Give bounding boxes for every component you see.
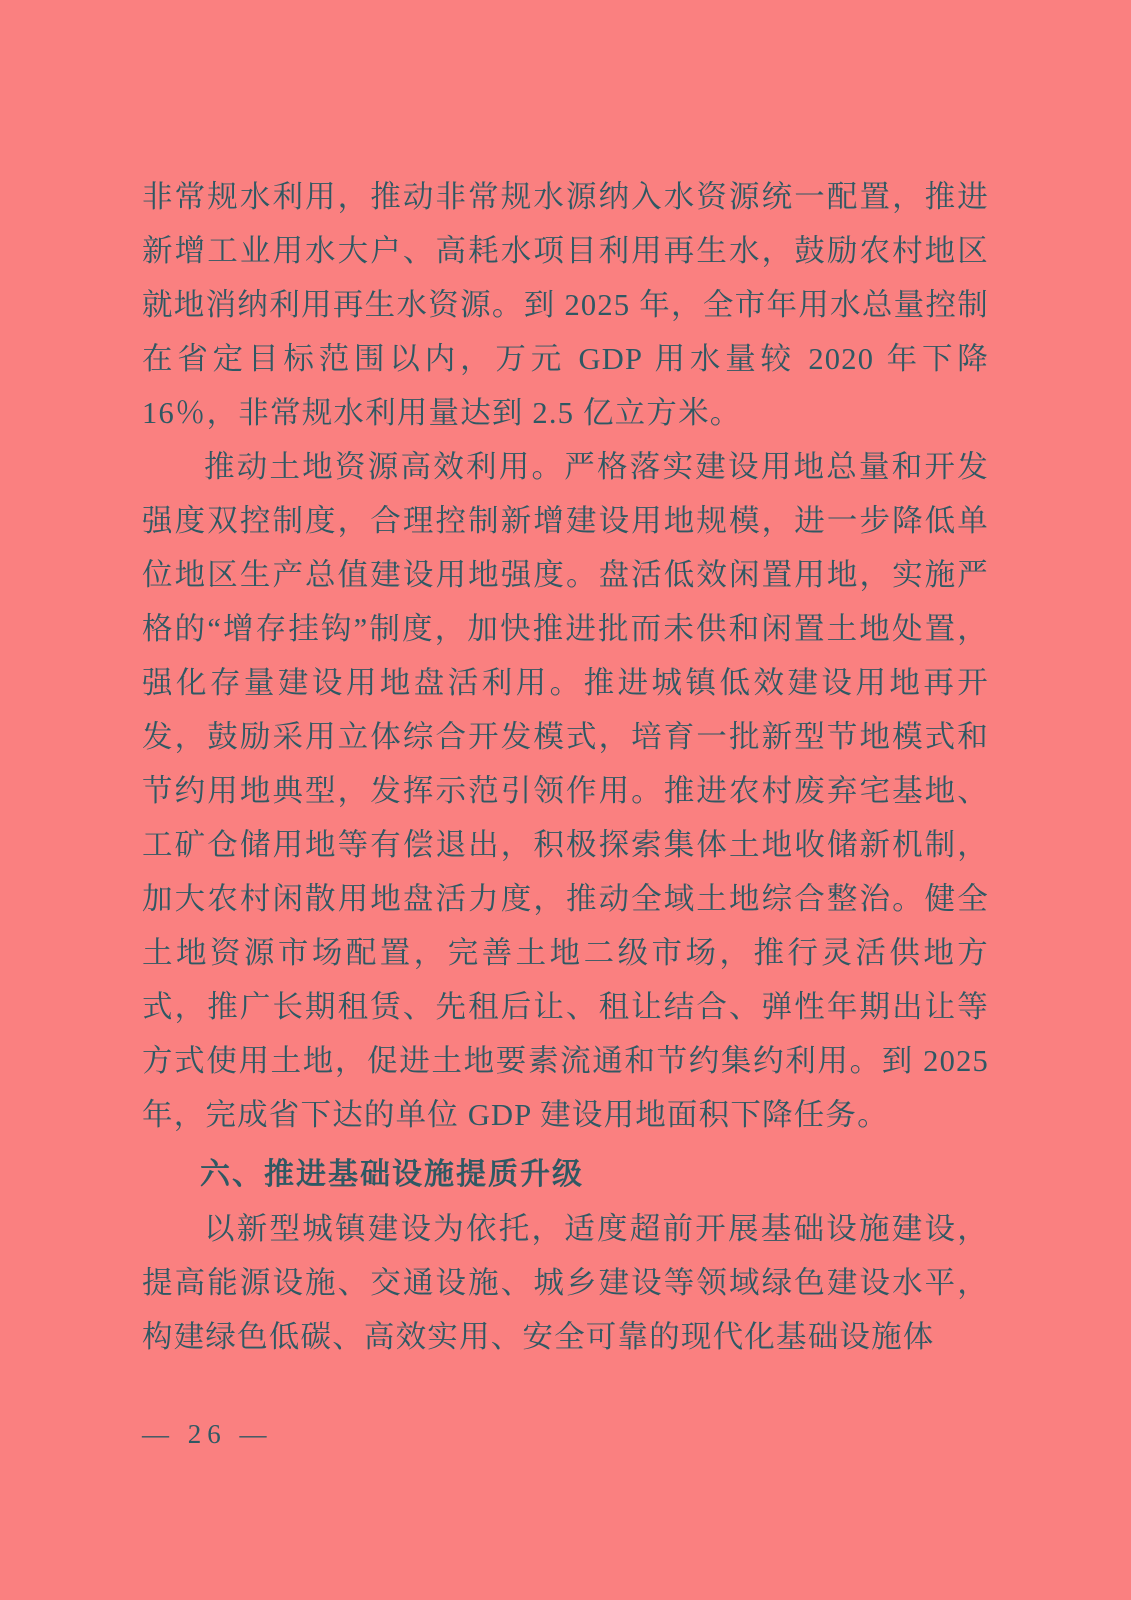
page-number: — 26 — xyxy=(142,1419,273,1449)
document-body xyxy=(142,170,989,1364)
page-footer xyxy=(0,1419,1131,1450)
paragraph-infrastructure: 以新型城镇建设为依托，适度超前开展基础设施建设，提高能源设施、交通设施、城乡建设等领域绿色建设水平，构建绿色低碳、高效实用、安全可靠的现代化基础设施体 xyxy=(142,1212,989,1354)
section-heading-infrastructure: 六、推进基础设施提质升级 xyxy=(200,1157,584,1192)
paragraph-land-resources: 推动土地资源高效利用。严格落实建设用地总量和开发强度双控制度，合理控制新增建设用地规模，进一步降低单位地区生产总值建设用地强度。盘活低效闲置用地，实施严格的“增存挂钩”制度，加快推进批而未供和闲置土地处置，强化存量建设用地盘活利用。推进城镇低效建设用地再开发，鼓励采用立体综合开发模式，培育一批新型节地模式和节约用地典型，发挥示范引领作用。推进农村废弃宅基地、工矿仓储用地等有偿退出，积极探索集体土地收储新机制，加大农村闲散用地盘活力度，推动全域土地综合整治。健全土地资源市场配置，完善土地二级市场，推行灵活供地方式，推广长期租赁、先租后让、租让结合、弹性年期出让等方式使用土地，促进土地要素流通和节约集约利用。到 2025 年，完成省下达的单位 GDP 建设用地面积下降任务。 xyxy=(142,450,989,1132)
paragraph-water-resources: 非常规水利用，推动非常规水源纳入水资源统一配置，推进新增工业用水大户、高耗水项目利用再生水，鼓励农村地区就地消纳利用再生水资源。到 2025 年，全市年用水总量控制在省定目标范围以内，万元 GDP 用水量较 2020 年下降 16％，非常规水利用量达到 2.5 亿立方米。 xyxy=(142,180,989,430)
